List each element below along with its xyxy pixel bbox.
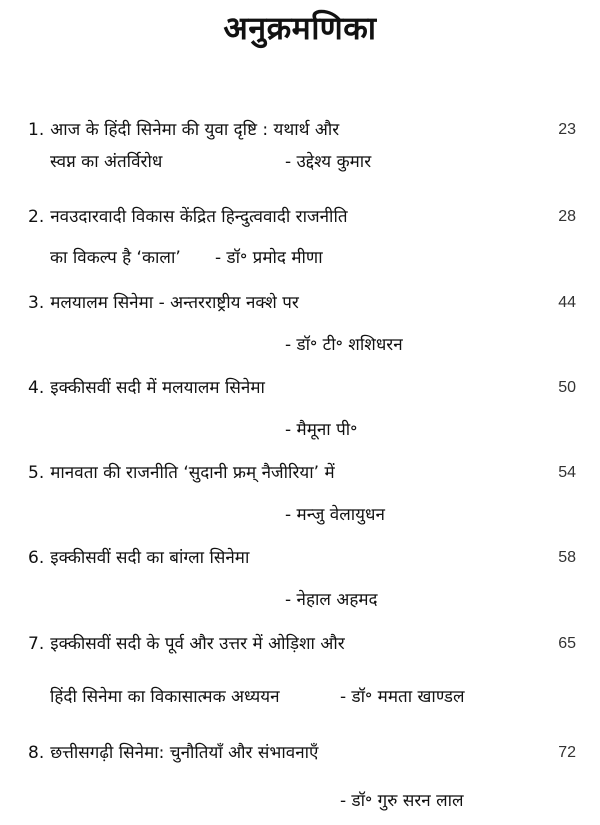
entry-title-line-1 — [28, 546, 498, 570]
entry-title: इक्कीसवीं सदी का बांग्ला सिनेमा — [50, 548, 250, 568]
entry-number: 6. — [28, 548, 45, 568]
entry-title-line-1 — [28, 376, 498, 400]
entry-page-number: 54 — [558, 464, 576, 481]
page-title: अनुक्रमणिका — [223, 9, 377, 47]
entry-author: - मन्जु वेलायुधन — [285, 505, 385, 525]
entry-author: - डॉ॰ प्रमोद मीणा — [215, 248, 323, 268]
entry-title: इक्कीसवीं सदी में मलयालम सिनेमा — [50, 378, 265, 398]
entry-title-line-1 — [28, 741, 498, 765]
entry-number: 8. — [28, 743, 45, 763]
entry-title-line-1 — [28, 291, 498, 315]
entry-number: 3. — [28, 293, 45, 313]
entry-author: - डॉ॰ गुरु सरन लाल — [340, 791, 464, 811]
entry-number: 1. — [28, 120, 45, 140]
entry-title: छत्तीसगढ़ी सिनेमा: चुनौतियाँ और संभावनाएँ — [50, 743, 319, 763]
entry-author: - मैमूना पी॰ — [285, 420, 358, 440]
entry-page-number: 28 — [558, 208, 576, 225]
entry-number: 4. — [28, 378, 45, 398]
entry-number: 5. — [28, 463, 45, 483]
entry-author: - डॉ॰ टी॰ शशिधरन — [285, 335, 403, 355]
entry-title-line-1 — [28, 118, 498, 142]
entry-title: आज के हिंदी सिनेमा की युवा दृष्टि : यथार्थ और — [50, 120, 340, 140]
entry-page-number: 58 — [558, 549, 576, 566]
entry-title-line-1 — [28, 461, 498, 485]
entry-page-number: 65 — [558, 635, 576, 652]
entry-title: मलयालम सिनेमा - अन्तरराष्ट्रीय नक्शे पर — [50, 293, 299, 313]
entry-title-line-1 — [28, 205, 498, 229]
entry-title: इक्कीसवीं सदी के पूर्व और उत्तर में ओड़िशा और — [50, 634, 345, 654]
entry-author: - उद्देश्य कुमार — [285, 152, 372, 172]
entry-page-number: 44 — [558, 294, 576, 311]
entry-author: - डॉ॰ ममता खाण्डल — [340, 687, 465, 707]
entry-title: नवउदारवादी विकास केंद्रित हिन्दुत्ववादी राजनीति — [50, 207, 348, 227]
entry-title-line-2: का विकल्प है ‘काला’ — [50, 248, 181, 268]
entry-title-line-2: स्वप्न का अंतर्विरोध — [50, 152, 163, 172]
entry-title-line-2: हिंदी सिनेमा का विकासात्मक अध्ययन — [50, 687, 280, 707]
entry-number: 2. — [28, 207, 45, 227]
entry-title-line-1 — [28, 632, 498, 656]
entry-number: 7. — [28, 634, 45, 654]
entry-page-number: 50 — [558, 379, 576, 396]
entry-page-number: 23 — [558, 121, 576, 138]
entry-page-number: 72 — [558, 744, 576, 761]
entry-title: मानवता की राजनीति ‘सुदानी फ्रम् नैजीरिया’ में — [50, 463, 335, 483]
entry-author: - नेहाल अहमद — [285, 590, 378, 610]
